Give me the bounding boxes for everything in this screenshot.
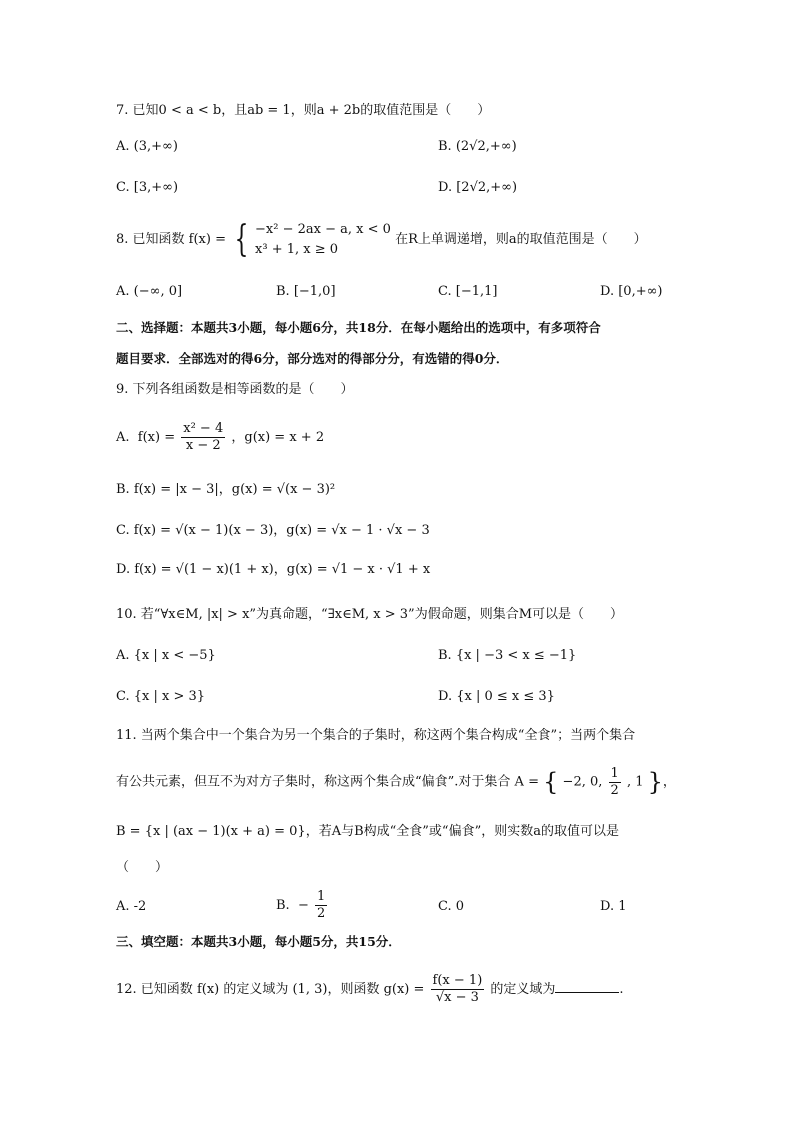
q11-set-a-den: 2: [610, 782, 619, 798]
q10-option-a: A. {x | x < −5}: [116, 648, 216, 663]
q11-line3: B = {x | (ax − 1)(x + a) = 0}，若A与B构成“全食”或“偏食”，则实数a的取值可以是: [116, 824, 619, 839]
section3-heading: 三、填空题：本题共3小题，每小题5分，共15分．: [116, 934, 401, 949]
q7-option-a: A. (3,+∞): [116, 139, 178, 154]
right-brace-icon: }: [647, 768, 663, 796]
q11-set-a-num: 1: [610, 765, 619, 781]
q11-option-d: D. 1: [600, 899, 627, 914]
q9-a-rhs: ，g(x) = x + 2: [231, 430, 325, 445]
section2-heading-line2: 题目要求．全部选对的得6分，部分选对的得部分分，有选错的得0分．: [116, 351, 509, 366]
q10-option-b: B. {x | −3 < x ≤ −1}: [438, 648, 577, 663]
q7-option-c: C. [3,+∞): [116, 180, 179, 195]
q8-option-b: B. [−1,0]: [276, 284, 336, 299]
section2-heading-line1: 二、选择题：本题共3小题，每小题6分，共18分．在每小题给出的选项中，有多项符合: [116, 320, 601, 335]
q11-set-a-post: , 1: [626, 774, 644, 790]
q12-post: 的定义域为: [490, 982, 556, 997]
q11-line2-text: 有公共元素，但互不为对方子集时，称这两个集合成“偏食”.对于集合 A =: [116, 774, 539, 790]
q12-end: .: [619, 982, 624, 997]
q9-a-lhs: f(x) =: [137, 430, 176, 445]
q7-option-b: B. (2√2,+∞): [438, 139, 517, 154]
q12-stem: [116, 968, 624, 1012]
q11-option-b: [276, 886, 329, 926]
q7-option-d: D. [2√2,+∞): [438, 180, 518, 195]
q8-option-a: A. (−∞, 0]: [116, 284, 183, 299]
q12-answer-blank: [555, 978, 619, 993]
q9-stem: 9. 下列各组函数是相等函数的是（ ）: [116, 382, 354, 397]
q9-option-b: B. f(x) = |x − 3|，g(x) = √(x − 3)²: [116, 482, 336, 497]
q11-line1: 11. 当两个集合中一个集合为另一个集合的子集时，称这两个集合构成“全食”；当两个集合: [116, 728, 636, 743]
q9-a-numerator: x² − 4: [183, 421, 224, 436]
q11-option-b-label: B.: [276, 898, 290, 913]
q12-pre: 12. 已知函数 f(x) 的定义域为 (1, 3)，则函数 g(x) =: [116, 982, 425, 997]
q8-piece-1: −x² − 2ax − a, x < 0: [255, 221, 391, 237]
q9-a-fraction: [181, 421, 225, 454]
q10-option-c: C. {x | x > 3}: [116, 689, 206, 704]
q9-option-d: D. f(x) = √(1 − x)(1 + x)，g(x) = √1 − x · √1 + x: [116, 562, 431, 577]
q12-numerator: f(x − 1): [432, 973, 483, 988]
q8-option-d: D. [0,+∞): [600, 284, 663, 299]
left-brace-icon: {: [543, 768, 559, 796]
q11-option-b-den: 2: [317, 906, 326, 921]
q8-stem: [116, 218, 647, 262]
q10-option-d: D. {x | 0 ≤ x ≤ 3}: [438, 689, 555, 704]
q12-denominator: √x − 3: [435, 990, 479, 1005]
q10-stem: 10. 若“∀x∈M, |x| > x”为真命题，“∃x∈M, x > 3”为假命题，则集合M可以是（ ）: [116, 607, 624, 622]
q8-prefix: 8. 已知函数 f(x) =: [116, 232, 226, 247]
q9-a-denominator: x − 2: [185, 438, 221, 453]
left-brace-icon: {: [234, 218, 249, 260]
q9-option-a: [116, 418, 324, 458]
q7-stem: 7. 已知0 < a < b，且ab = 1，则a + 2b的取值范围是（ ）: [116, 103, 491, 118]
q11-paren: （ ）: [116, 860, 169, 875]
q8-suffix: 在R上单调递增，则a的取值范围是（ ）: [395, 232, 647, 247]
q11-option-c: C. 0: [438, 899, 465, 914]
q8-piece-2: x³ + 1, x ≥ 0: [255, 241, 339, 257]
q8-option-c: C. [−1,1]: [438, 284, 498, 299]
q11-set-a-pre: −2, 0,: [562, 774, 603, 790]
q11-set-a-fraction: [609, 766, 621, 799]
q11-option-b-sign: −: [297, 898, 309, 913]
q8-piecewise: [255, 220, 391, 260]
q9-option-c: C. f(x) = √(x − 1)(x − 3)，g(x) = √x − 1 · √x − 3: [116, 523, 430, 538]
q11-option-b-fraction: [315, 889, 327, 922]
q11-option-b-num: 1: [317, 889, 326, 904]
q9-a-label: A.: [116, 430, 130, 445]
q11-line2: 有公共元素，但互不为对方子集时，称这两个集合成“偏食”.对于集合 A = { −2, 0, $\frac{1}{2}$ , 1 }，: [116, 765, 676, 798]
q12-fraction: [431, 973, 485, 1006]
q11-option-a: A. -2: [116, 899, 147, 914]
